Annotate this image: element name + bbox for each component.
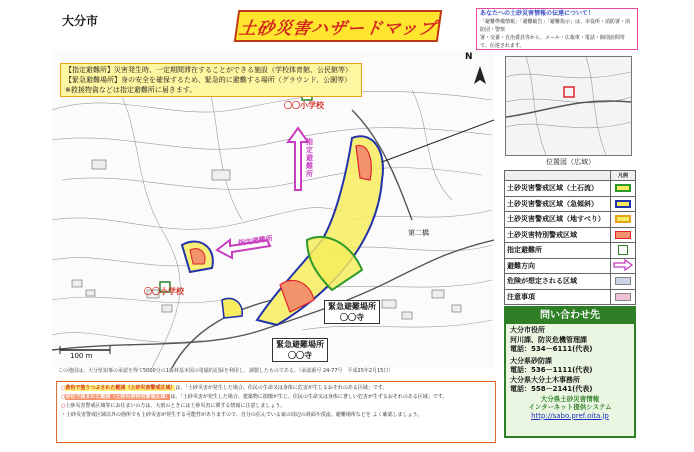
city-name: 大分市	[62, 14, 99, 28]
notice-heading: あなたへの土砂災害情報の伝達について！	[480, 10, 594, 17]
north-label: N	[465, 52, 473, 62]
footer-notes	[56, 381, 496, 443]
contact-city-dept: 河川課、防災危機管理課	[510, 335, 587, 344]
contact-civil-tel[interactable]: 電話：558－2141(代表)	[510, 385, 593, 393]
legend-row: 危険が想定される区域	[505, 274, 636, 290]
notice-box	[476, 8, 638, 50]
legend-header-label	[505, 171, 611, 181]
road-label: 第二橋	[408, 229, 429, 237]
shelter-icon	[618, 245, 628, 255]
map-caption: この地図は、大分県知事の承認を得て5000分の1森林基本図の電磁的記録を利用し、調製したものである。（承認番号 24-77号 平成25年2月15日）	[58, 368, 394, 374]
legend-row: 土砂災害警戒区域（土石流）	[505, 181, 636, 197]
notice-line-2: 署・交番・自治委員等から、メール・広報車・電話・個別訪問等で、伝達されます。	[480, 35, 625, 49]
footer-line-4: ・土砂災害警戒区域以外の箇所でも土砂災害が発生する可能性がありますので、自分の住んでいる家の周辺の斜面や渓流、避難場所などを よく確認しましょう。	[61, 412, 423, 418]
legend-row: 土砂災害警戒区域（急傾斜）	[505, 196, 636, 212]
map-title: 土砂災害ハザードマップ	[234, 10, 442, 42]
contact-box	[504, 306, 636, 438]
arrow-label-left: 指定避難所	[237, 234, 274, 248]
contact-pref-tel[interactable]: 電話：536－1111(代表)	[510, 366, 593, 374]
contact-url-link[interactable]: http://sabo.pref.oita.jp	[531, 411, 609, 420]
legend-table	[504, 170, 636, 305]
shelter-info-line-2: 【緊急避難場所】身の安全を確保するため、緊急的に避難する場所（グラウンド、公園等）	[65, 76, 352, 84]
school-top[interactable]: 〇〇小学校	[284, 101, 324, 110]
legend-header: 凡例	[611, 171, 636, 181]
contact-system-2: インターネット提供システム	[528, 403, 612, 411]
emergency-area-1[interactable]: 緊急避難場所 〇〇寺	[324, 300, 380, 324]
footer-line-1: ○黄色で塗りつぶされた範囲（土砂災害警戒区域）は、「土砂災害が発生した場合、住民の生命又は身体に危害が生じるおそれのある区域」です。	[61, 385, 388, 391]
notice-line-1: 「避難準備情報」「避難勧告」「避難指示」は、市役所・消防署・消防団・警察	[480, 19, 631, 33]
legend-row: 避難方向	[505, 258, 636, 274]
contact-pref-office: 大分県砂防課	[510, 356, 552, 365]
contact-heading: 問い合わせ先	[506, 308, 634, 324]
contact-city-tel[interactable]: 電話：534－6111(代表)	[510, 345, 593, 353]
legend-row: 注意事項	[505, 289, 636, 305]
arrow-label-up: 指定避難所	[306, 138, 313, 178]
emergency-area-2[interactable]: 緊急避難場所 〇〇寺	[272, 338, 328, 362]
shelter-info-box	[60, 63, 362, 97]
inset-caption: 位置図（広域）	[546, 158, 595, 166]
north-arrow	[474, 66, 486, 84]
footer-line-2: ○赤色で囲まれた範囲（土砂災害特別警戒区域）は、「土砂災害が発生した場合、建築物に損壊が生じ、住民の生命又は身体に著しい危害が生ずるおそれのある区域」です。	[61, 394, 448, 400]
school-left[interactable]: 〇〇小学校	[144, 287, 184, 296]
contact-system-1: 大分県土砂災害情報	[540, 394, 600, 403]
arrow-icon	[611, 259, 635, 271]
location-inset-map[interactable]	[505, 56, 632, 156]
footer-line-3: ○土砂災害警戒区域等にお住まいの方は、大雨のときには土砂災害に関する情報に注意しましょう。	[61, 403, 286, 409]
map-graphic	[52, 50, 494, 368]
legend-row: 土砂災害特別警戒区域	[505, 227, 636, 243]
hazard-map[interactable]	[52, 50, 494, 368]
shelter-info-line-3: ※救援物資などは指定避難所に届きます。	[65, 86, 197, 94]
contact-civil-office: 大分県大分土木事務所	[510, 375, 580, 384]
legend-row: 土砂災害警戒区域（地すべり）	[505, 212, 636, 228]
shelter-info-line-1: 【指定避難所】災害発生時、一定期間滞在することができる施設（学校体育館、公民館等）	[65, 66, 352, 74]
legend-row: 指定避難所	[505, 243, 636, 259]
scale-label: 100 m	[70, 352, 93, 360]
contact-city-office: 大分市役所	[510, 326, 545, 334]
